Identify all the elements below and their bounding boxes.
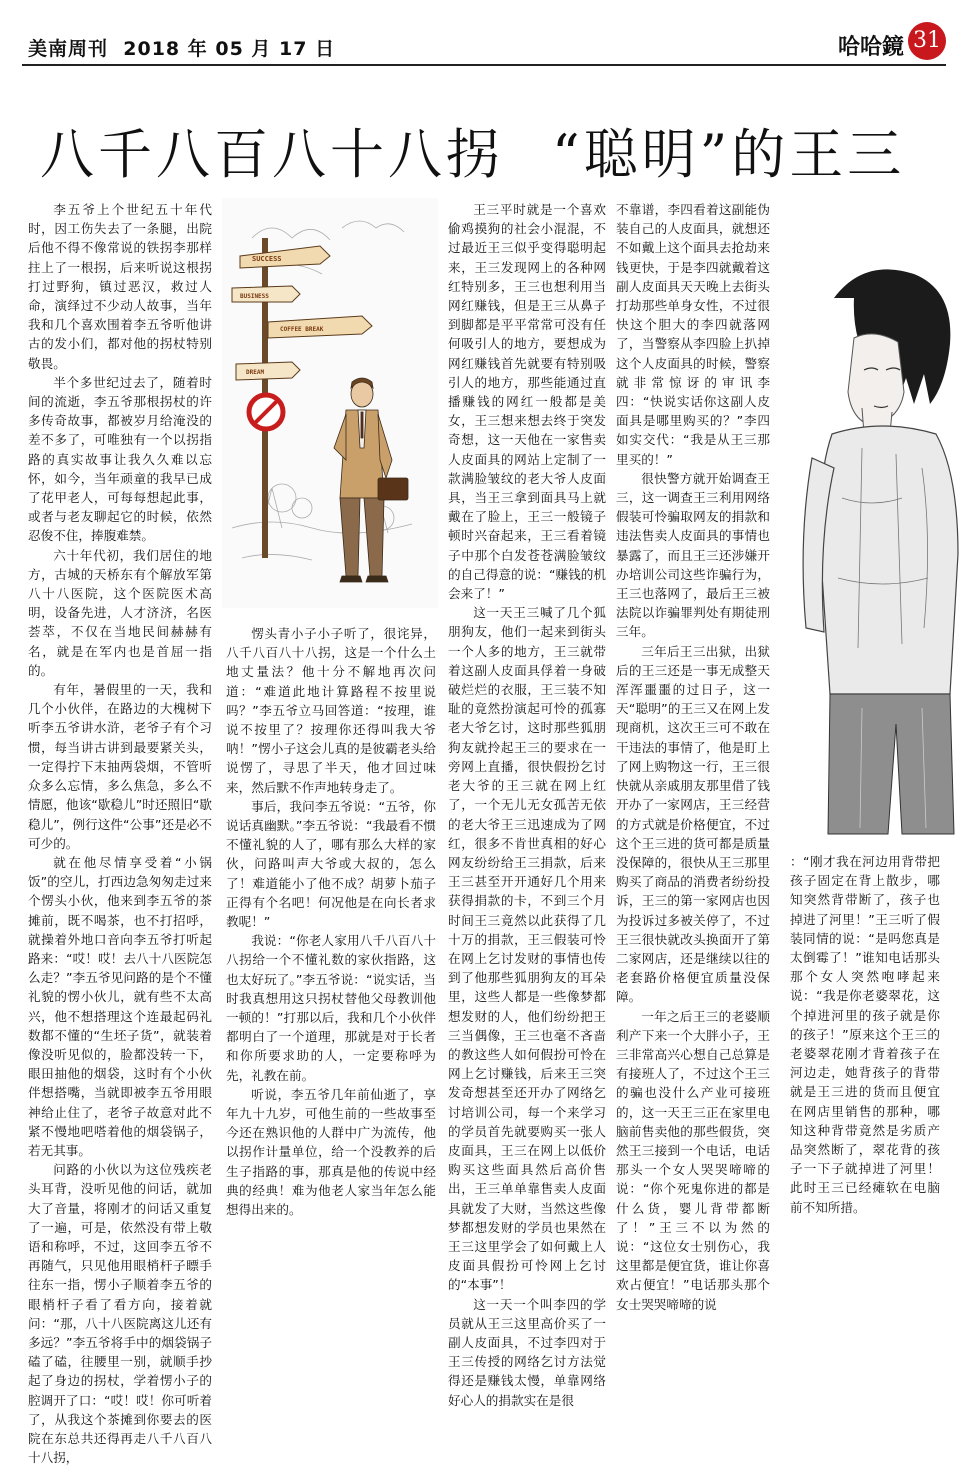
- sign-success: SUCCESS: [252, 255, 282, 263]
- publication-name: 美南周刊: [28, 38, 109, 60]
- paragraph: 不靠谱，李四看着这副能伪装自己的人皮面具，就想还不如戴上这个面具去抢劫来钱更快，于是李四就戴着这副人皮面具天天晚上去街头打劫那些单身女性，不过很快这个胆大的李四就落网了，当警察从李四脸上扒掉这个人皮面具的时候，警察就非常惊讶的审讯李四：“快说实话你这副人皮面具是哪里购买的？”李四如实交代：“我是从王三那里买的！”: [616, 202, 770, 467]
- paragraph: 很快警方就开始调查王三，这一调查王三利用网络假装可怜骗取网友的捐款和违法售卖人皮面具的事情也暴露了，而且王三还涉嫌开办培训公司这些诈骗行为，王三也落网了，最后王三被法院以诈骗罪判处有期徒刑三年。: [616, 470, 770, 640]
- sign-business: BUSINESS: [240, 293, 269, 300]
- sign-dream: DREAM: [246, 369, 265, 376]
- paragraph: ：“刚才我在河边用背带把孩子固定在背上散步，哪知突然背带断了，孩子也掉进了河里！”王三听了假装同情的说：“是吗您真是太倒霉了！”谁知电话那头那个女人突然咆哮起来说：“我是你老婆翠花，这个掉进河里的孩子就是你的孩子！”原来这个王三的老婆翠花刚才背着孩子在河边走，她背孩子的背带就是王三进的货而且便宜在网店里销售的那种，哪知这种背带竟然是劣质产品突然断了，翠花背的孩子一下子就掉进了河里！此时王三已经瘫软在电脑前不知所措。: [790, 854, 940, 1215]
- paragraph: 就在他尽情享受着“小锅饭”的空儿，打西边急匆匆走过来个愣头小伙，他来到李五爷的茶摊前，既不喝茶，也不打招呼，就操着外地口音向李五爷打听起路来：“哎！哎！去八十八医院怎么走？”李五爷见问路的是个不懂礼貌的愣小伙儿，就有些不太高兴，他不想搭理这个连最起码礼数都不懂的“生坯子货”，就装着像没听见似的，脸都没转一下，眼田抽他的烟袋，这时有个小伙伴想搭嘴，当就即被李五爷用眼神给止住了，老爷子故意对此不紧不慢地吧嗒着他的烟袋锅子，若无其事。: [28, 854, 212, 1158]
- story1-column-2: [226, 624, 436, 1218]
- sad-man-drawing: [772, 258, 960, 834]
- paragraph: 这一天一个叫李四的学员就从王三这里高价买了一副人皮面具，不过李四对于王三传授的网络乞讨方法觉得还是赚钱太慢，单靠网络好心人的捐款实在是很: [448, 1296, 606, 1408]
- paragraph: 一年之后王三的老婆顺利产下来一个大胖小子，王三非常高兴心想自己总算是有接班人了，不过这个王三的骗也没什么产业可接班的，这一天王三正在家里电脑前售卖他的那些假货，突然王三接到一个电话，电话那头一个女人哭哭啼啼的说：“你个死鬼你进的都是什么货，婴儿背带都断了！”王三不以为然的说：“这位女士别伤心，我这里都是便宜货，谁让你喜欢占便宜！”电话那头那个女士哭哭啼啼的说: [616, 1008, 770, 1312]
- sign-coffee-break: COFFEE BREAK: [280, 326, 324, 333]
- paragraph: 王三平时就是一个喜欢偷鸡摸狗的社会小混混，不过最近王三似乎变得聪明起来，王三发现网上的各种网红特别多，王三也想利用当网红赚钱，但是王三从鼻子到脚都是平平常常可没有任何吸引人的地方，要想成为网红赚钱首先就要有特别吸引人的地方，那些能通过直播赚钱的网红一般都是美女，王三想来想去终于突发奇想，这一天他在一家售卖人皮面具的网站上定制了一款满脸皱纹的老大爷人皮面具，当王三拿到面具马上就戴在了脸上，王三一般镜子顿时兴奋起来，王三看着镜子中那个白发苍苍满脸皱纹的自己得意的说：“赚钱的机会来了！”: [448, 202, 606, 602]
- story2-column-3: [790, 852, 940, 1215]
- signpost-illustration: [222, 198, 438, 608]
- paragraph: 我说：“你老人家用八千八百八十八拐给一个不懂礼数的家伙指路，这也太好玩了。”李五爷说：“说实话，当时我真想用这只拐杖替他父母教训他一顿的！”打那以后，我和几个小伙伴都明白了一个道理，那就是对于长者和你所要求助的人，一定要称呼为先，礼教在前。: [226, 933, 436, 1083]
- masthead: [0, 0, 960, 70]
- issue-date: 2018 年 05 月 17 日: [123, 38, 336, 60]
- paragraph: 六十年代初，我们居住的地方，古城的天桥东有个解放军第八十八医院，这个医院医术高明，设备先进，人才济济，名医荟萃，不仅在当地民间赫赫有名，就是在军内也是首屈一指的。: [28, 547, 212, 678]
- paragraph: 这一天王三喊了几个狐朋狗友，他们一起来到街头一个人多的地方，王三就带着这副人皮面具俘着一身破破烂烂的衣服，王三装不知耻的竟然扮演起可怜的孤寡老大爷乞讨，这时那些狐朋狗友就拎起王三的要求在一旁网上直播，很快假扮乞讨老大爷的王三就在网上红了，一个无儿无女孤苦无依的老大爷王三迅速成为了网红，很多不肯世真相的好心网友纷纷给王三捐款，后来王三甚至开开通好几个用来获得捐款的卡，不到三个月时间王三竟然以此获得了几十万的捐款，王三假装可怜在网上乞讨发财的事情也传到了他那些狐朋狗友的耳朵里，这些人都是一些像梦都想发财的人，他们纷纷把王三当偶像，王三也毫不吝啬的教这些人如何假扮可怜在网上乞讨赚钱，后来王三突发奇想甚至还开办了网络乞讨培训公司，每一个来学习的学员首先就要购买一张人皮面具，王三在网上以低价购买这些面具然后高价售出，王三单单靠售卖人皮面具就发了大财，当然这些像梦都想发财的学员也果然在王三这里学会了如何戴上人皮面具假扮可怜网上乞讨的“本事”！: [448, 605, 606, 1293]
- paragraph: 愣头青小子小子听了，很诧异，八千八百八十八拐，这是一个什么土地丈量法？他十分不解地再次问道：“难道此地计算路程不按里说吗？”李五爷立马回答道：“按理，谁说不按里了？按理你还得叫我大爷呐！”愣小子这会儿真的是彼霸老头给说愣了，寻思了半天，他才回过味来，然后默不作声地转身走了。: [226, 626, 436, 795]
- sad-man-illustration: [772, 258, 960, 834]
- paragraph: 三年后王三出狱，出狱后的王三还是一事无成整天浑浑噩噩的过日子，这一天“聪明”的王三又在网上发现商机，这次王三可不敢在干违法的事情了，他是盯上了网上购物这一行，王三很快就从亲戚朋友那里借了钱开办了一家网店，王三经营的方式就是价格便宜，不过这个王三进的货可都是质量没保障的，很快从王三那里购买了商品的消费者纷纷投诉，王三的第一家网店也因为投诉过多被关停了，不过王三很快就改头换面开了第二家网店，还是继续以往的老套路价格便宜质量没保障。: [616, 643, 770, 1005]
- paragraph: 听说，李五爷几年前仙逝了，享年九十九岁，可他生前的一些故事至今还在熟识他的人群中广为流传，他以拐作计量单位，给一个没教养的后生子指路的事，那真是他的传说中经典的经典！难为他老人家当年怎么能想得出来的。: [226, 1086, 436, 1218]
- story2-column-2: [616, 200, 770, 1312]
- headline-left: 八千八百八十八拐: [40, 123, 504, 186]
- paragraph: 有年，暑假里的一天，我和几个小伙伴，在路边的大槐树下听李五爷讲水浒，老爷子有个习惯，每当讲古讲到最要紧关头，一定得拧下末抽两袋烟，不管听众多么忘情，多么焦急，多么不情愿，他该“歇稳儿”时还照旧“歇稳儿”，例行这件“公事”还是必不可少的。: [28, 682, 212, 851]
- story2-column-1: [448, 200, 606, 1408]
- paragraph: 李五爷上个世纪五十年代时，因工伤失去了一条腿，出院后他不得不像常说的铁拐李那样拄上了一根拐，后来听说这根拐打过野狗，镇过恶汉，救过人命，演绎过不少动人故事，当年我和几个喜欢围着李五爷听他讲古的发小们，都对他的拐杖特别敬畏。: [28, 202, 212, 371]
- section-name: 哈哈鏡: [837, 35, 904, 60]
- headline-right: “聪明”的王三: [552, 123, 906, 186]
- paragraph: 事后，我问李五爷说：“五爷，你说话真幽默。”李五爷说：“我最看不惯不懂礼貌的人了，哪有那么大样的家伙，问路叫声大爷或大叔的，怎么了！难道能小了他不成？胡萝卜茄子正得有个名吧！何况他是在向长者求教呢！”: [226, 798, 436, 930]
- page-number-badge: 31: [908, 22, 946, 60]
- paragraph: 半个多世纪过去了，随着时间的流逝，李五爷那根拐杖的许多传奇故事，都被岁月给淹没的差不多了，可唯独有一个以拐指路的真实故事让我久久难以忘怀，如今，当年顽童的我早已成了花甲老人，可每每想起此事，或者与老友聊起它的时候，依然忍俊不住，捧腹难禁。: [28, 374, 212, 544]
- story1-column-1: [28, 200, 212, 1466]
- paragraph: 问路的小伙以为这位残疾老头耳背，没听见他的问话，就加大了音量，将刚才的问话又重复了一遍，可是，依然没有带上敬语和称呼，不过，这回李五爷不再随气，只见他用眼梢杆子瞟手往东一指，愣小子顺着李五爷的眼梢杆子看了看方向，接着就问：“那，八十八医院离这儿还有多远？”李五爷将手中的烟袋锅子磕了磕，往腰里一别，就顺手抄起了身边的拐杖，学着愣小子的腔调开了口：“哎！哎！你可听着了，从我这个茶摊到你要去的医院在东总共还得再走八千八百八十八拐，: [28, 1162, 212, 1466]
- masthead-rule: [22, 64, 946, 66]
- publication-and-date: [28, 34, 335, 61]
- signpost-businessman-drawing: [222, 198, 438, 608]
